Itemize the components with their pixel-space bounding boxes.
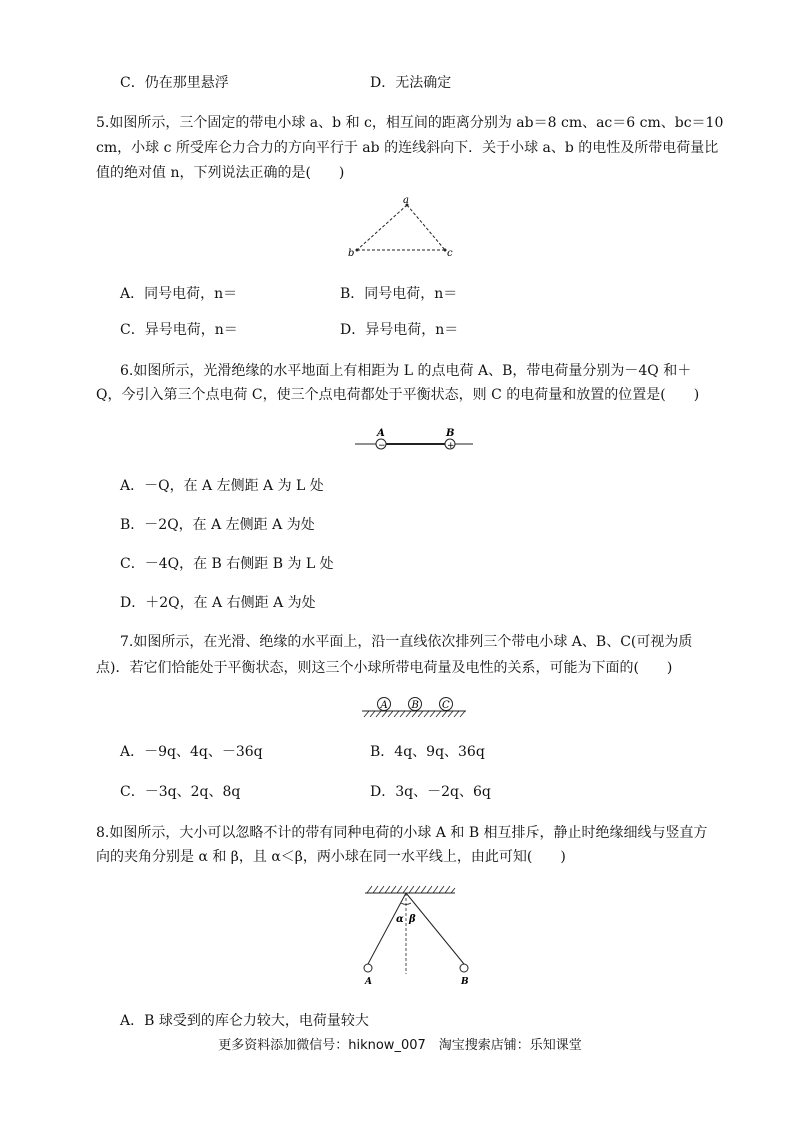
- q8-option-a: A．B 球受到的库仑力较大，电荷量较大: [120, 1013, 369, 1029]
- q4-option-d: D．无法确定: [370, 75, 452, 91]
- q5-option-a: A．同号电荷，n＝: [120, 286, 238, 302]
- q6-option-a: A．－Q，在 A 左侧距 A 为 L 处: [120, 478, 324, 494]
- q7-stem-line-1: 7.如图所示，在光滑、绝缘的水平面上，沿一直线依次排列三个带电小球 A、B、C(可视为质: [120, 634, 693, 650]
- q7-label-a: A: [380, 700, 388, 711]
- q5-option-d: D．异号电荷，n＝: [340, 322, 459, 338]
- q6-minus-sign: −: [378, 441, 386, 451]
- q6-option-c: C．－4Q，在 B 右侧距 B 为 L 处: [120, 556, 334, 572]
- q6-label-a: A: [377, 428, 385, 439]
- q6-label-b: B: [446, 428, 455, 439]
- q8-label-beta: β: [409, 914, 416, 925]
- q7-stem-line-2: 点)．若它们恰能处于平衡状态，则这三个小球所带电荷量及电性的关系，可能为下面的( ): [96, 660, 673, 676]
- q8-label-alpha: α: [396, 914, 404, 925]
- q6-plus-sign: +: [447, 441, 455, 451]
- q5-option-b: B．同号电荷，n＝: [340, 286, 458, 302]
- q8-label-a: A: [365, 977, 372, 987]
- q4-option-c: C．仍在那里悬浮: [120, 75, 229, 91]
- q6-stem-line-1: 6.如图所示，光滑绝缘的水平地面上有相距为 L 的点电荷 A、B，带电荷量分别为－4Q 和＋: [120, 363, 692, 379]
- q5-stem-line-3: 值的绝对值 n，下列说法正确的是( ): [96, 165, 345, 181]
- q7-option-b: B．4q、9q、36q: [370, 744, 485, 760]
- q6-stem-line-2: Q，今引入第三个点电荷 C，使三个点电荷都处于平衡状态，则 C 的电荷量和放置的位置是( ): [96, 387, 700, 403]
- q6-charges-figure: [355, 425, 475, 457]
- q8-label-b: B: [461, 977, 469, 987]
- q8-stem-line-1: 8.如图所示，大小可以忽略不计的带有同种电荷的小球 A 和 B 相互排斥，静止时绝缘细线与竖直方: [96, 825, 708, 841]
- q5-label-b: b: [348, 248, 355, 259]
- q7-label-c: C: [442, 700, 450, 711]
- q5-triangle-figure: [345, 195, 465, 265]
- q7-label-b: B: [411, 700, 419, 711]
- q5-option-c: C．异号电荷，n＝: [120, 322, 238, 338]
- q6-option-b: B．－2Q，在 A 左侧距 A 为处: [120, 517, 315, 533]
- q7-option-c: C．－3q、2q、8q: [120, 784, 241, 800]
- q8-pendulum-figure: [355, 882, 469, 992]
- q7-balls-figure: [360, 694, 470, 720]
- q5-label-a: a: [403, 195, 409, 206]
- q5-label-c: c: [447, 248, 453, 259]
- q5-stem-line-1: 5.如图所示，三个固定的带电小球 a、b 和 c，相互间的距离分别为 ab＝8 cm、ac＝6 cm、bc＝10: [96, 115, 724, 131]
- q8-stem-line-2: 向的夹角分别是 α 和 β，且 α＜β，两小球在同一水平线上，由此可知( ): [96, 849, 566, 865]
- q5-stem-line-2: cm，小球 c 所受库仑力合力的方向平行于 ab 的连线斜向下．关于小球 a、b 的电性及所带电荷量比: [96, 140, 719, 156]
- q6-option-d: D．＋2Q，在 A 右侧距 A 为处: [120, 595, 316, 611]
- q7-option-d: D．3q、－2q、6q: [370, 784, 491, 800]
- footer-promo-text: 更多资料添加微信号：hiknow_007 淘宝搜索店铺：乐知课堂: [218, 1038, 582, 1053]
- q7-option-a: A．－9q、4q、－36q: [120, 744, 263, 760]
